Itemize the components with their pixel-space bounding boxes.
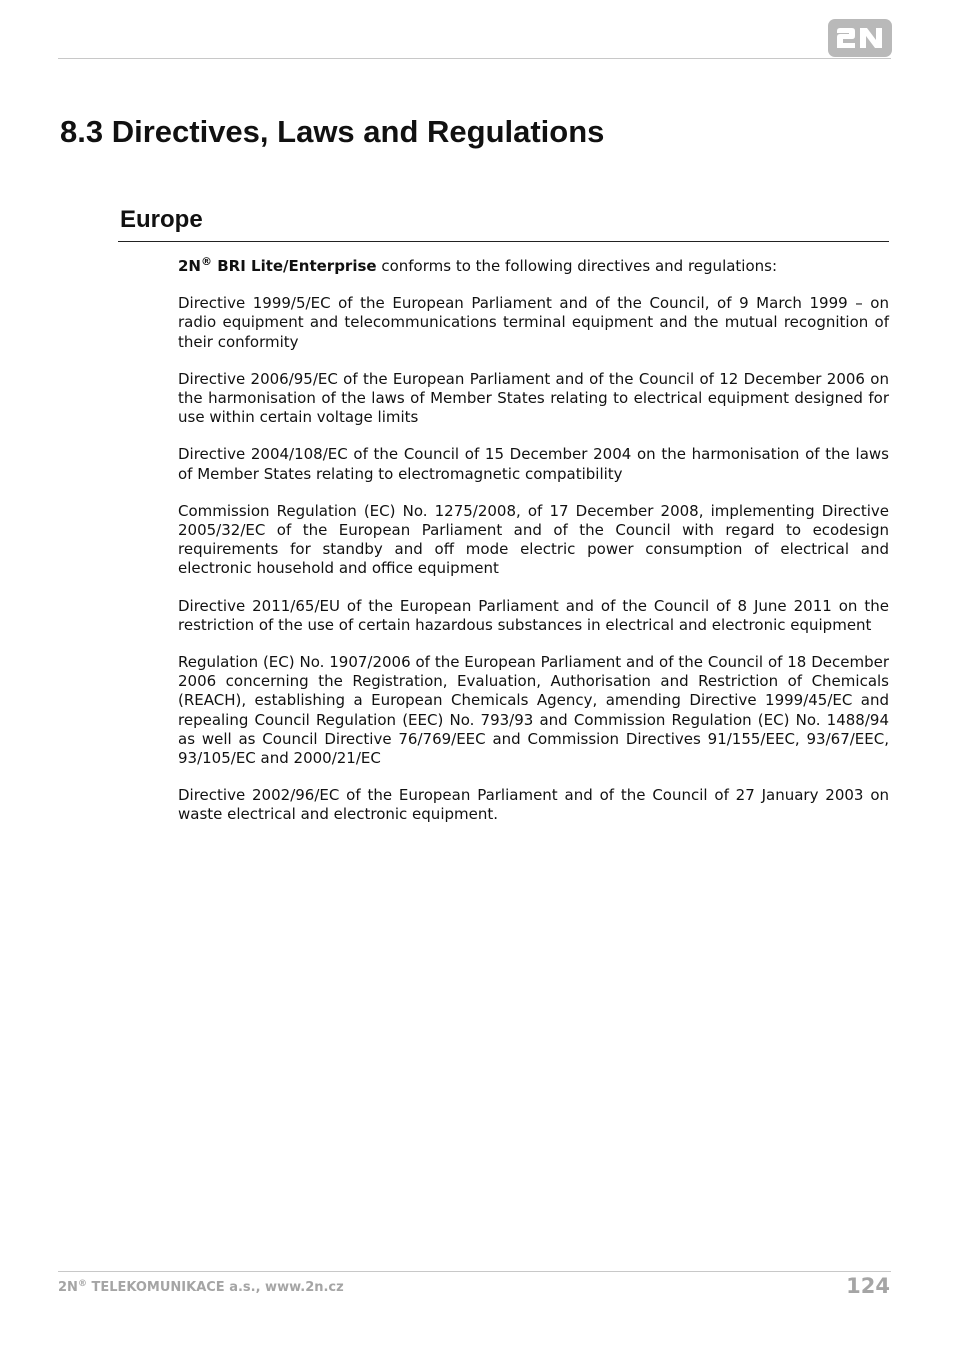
directives-list [178,257,889,843]
directive-paragraph: Regulation (EC) No. 1907/2006 of the European Parliament and of the Council of 18 December 2006 concerning the Registration, Evaluation, Authorisation and Restriction of Chemicals (REACH), establishing a European Chemicals Agency, amending Directive 1999/45/EC and repealing Council Regulation (EEC) No. 793/93 and Commission Regulation (EC) No. 1488/94 as well as Council Directive 76/769/EEC and Commission Directives 91/155/EEC, 93/67/EEC, 93/105/EC and 2000/21/EC [178,653,889,768]
directive-paragraph: Directive 2002/96/EC of the European Parliament and of the Council of 27 January 2003 on waste electrical and electronic equipment. [178,786,889,824]
intro-brand [178,257,377,275]
section-rule [118,241,889,242]
footer-registered-mark: ® [77,1279,87,1289]
page-title: 8.3 Directives, Laws and Regulations [60,114,605,149]
directive-paragraph: Directive 2011/65/EU of the European Parliament and of the Council of 8 June 2011 on the restriction of the use of certain hazardous substances in electrical and electronic equipment [178,596,889,634]
intro-text: conforms to the following directives and regulations: [376,257,778,275]
footer-rule [58,1271,891,1272]
2n-logo-mark [834,25,886,51]
directive-paragraph: Commission Regulation (EC) No. 1275/2008, of 17 December 2008, implementing Directive 2005/32/EC of the European Parliament and of the Council with regard to ecodesign requirements for standby and off mode electric power consumption of electrical and electronic household and office equipment [178,501,889,578]
directive-paragraph: Directive 1999/5/EC of the European Parliament and of the Council, of 9 March 1999 – on radio equipment and telecommunications terminal equipment and the mutual recognition of their conformity [178,294,889,351]
header-rule [58,58,891,59]
section-heading-europe: Europe [120,206,203,233]
2n-logo [828,19,892,57]
registered-mark: ® [201,255,212,268]
directive-paragraph: Directive 2006/95/EC of the European Parliament and of the Council of 12 December 2006 on the harmonisation of the laws of Member States relating to electrical equipment designed for use within certain voltage limits [178,369,889,427]
directive-paragraph: Directive 2004/108/EC of the Council of 15 December 2004 on the harmonisation of the laws of Member States relating to electromagnetic compatibility [178,445,889,483]
page-number: 124 [846,1274,890,1298]
brand-name: 2N [178,257,201,275]
footer-company [58,1279,344,1297]
intro-paragraph [178,257,889,276]
product-name: BRI Lite/Enterprise [212,257,377,275]
footer-company-text: TELEKOMUNIKACE a.s., www.2n.cz [86,1280,344,1295]
footer-brand: 2N [58,1280,78,1295]
